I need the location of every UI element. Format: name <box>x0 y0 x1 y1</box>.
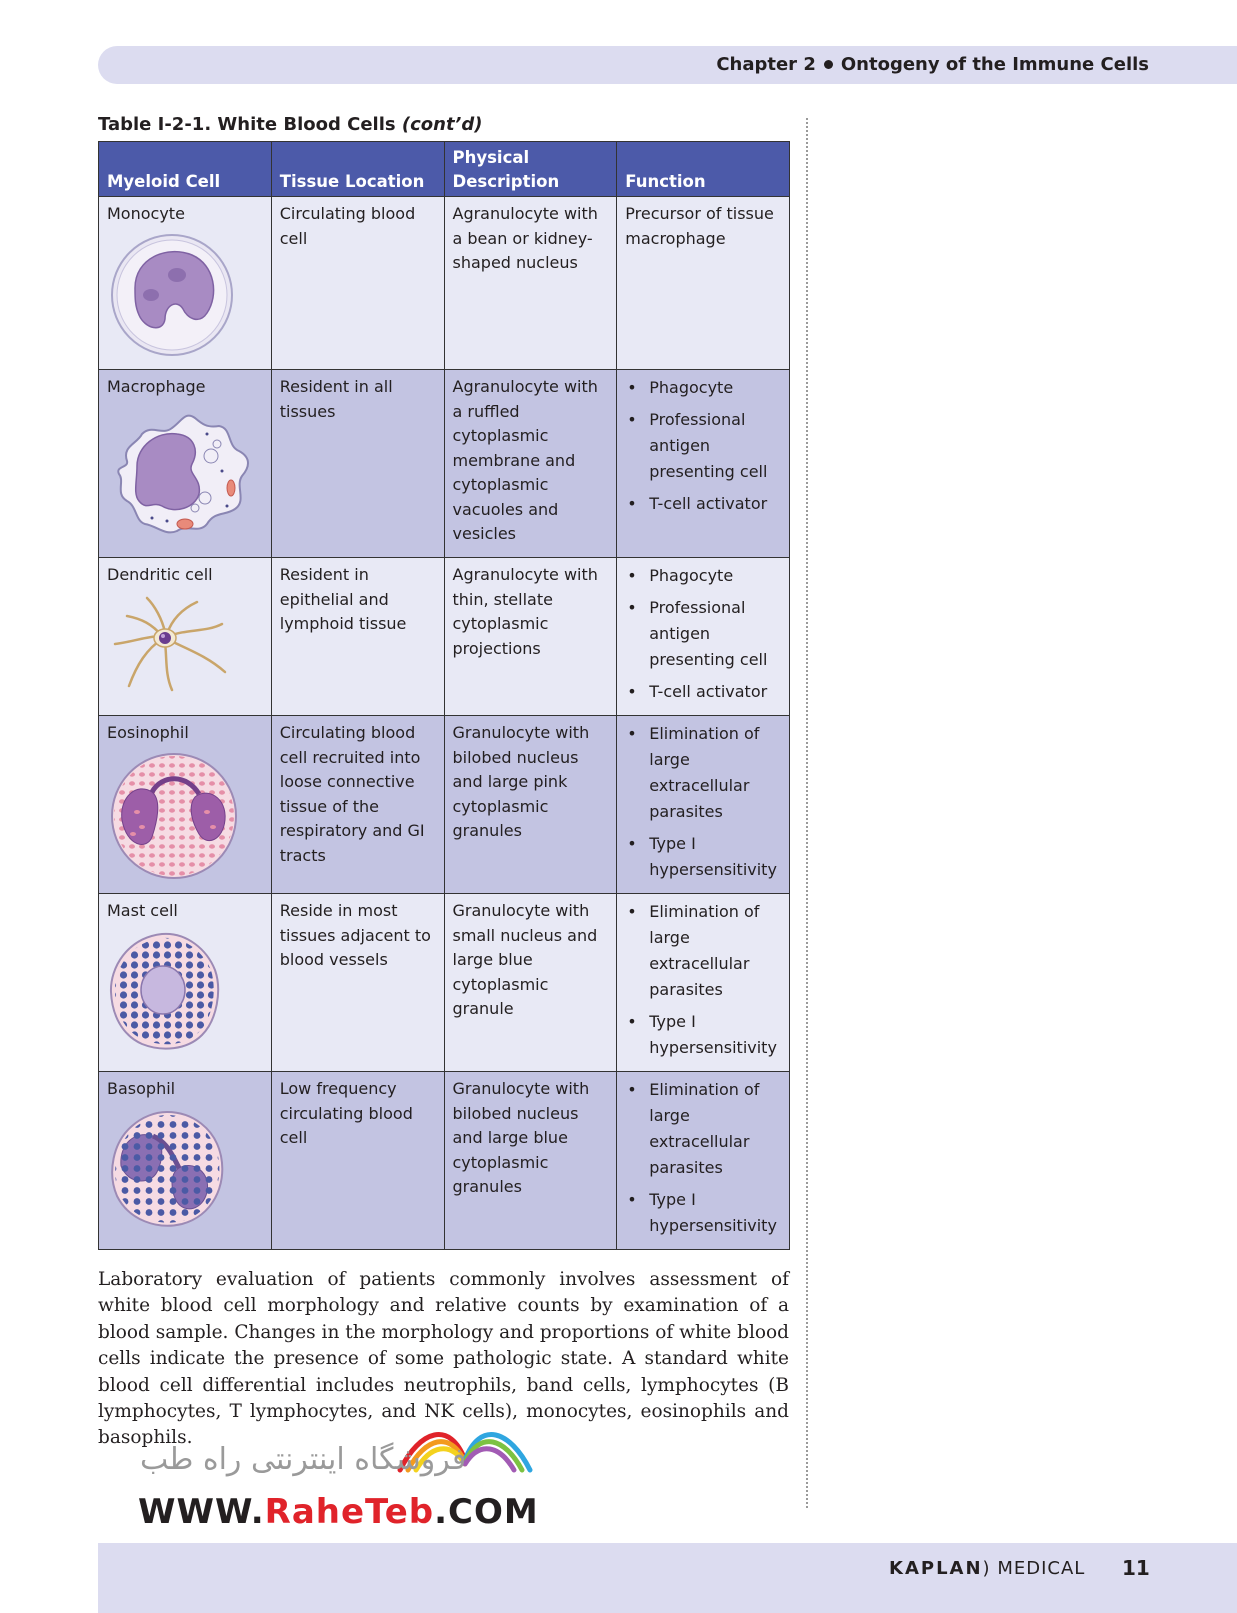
function-cell <box>617 716 790 894</box>
basophil-illustration <box>107 1108 227 1230</box>
eosinophil-illustration <box>107 752 242 880</box>
function-item: • Elimination of large extracellular parasites <box>625 721 781 825</box>
white-blood-cells-table <box>98 141 790 1250</box>
body-paragraph: Laboratory evaluation of patients commonly involves assessment of white blood cell morphology and relative counts by examination of a blood sample. Changes in the morphology and proportions of white blood cells indicate the presence of some pathologic state. A standard white blood cell differential includes neutrophils, band cells, lymphocytes (B lymphocytes, T lymphocytes, and NK cells), monocytes, eosinophils and basophils. <box>98 1269 789 1449</box>
cell-name: Mast cell <box>107 901 178 920</box>
function-cell <box>617 370 790 558</box>
cell-name: Monocyte <box>107 204 185 223</box>
table-row <box>99 558 790 716</box>
table-row <box>99 1072 790 1250</box>
chapter-title: Ontogeny of the Immune Cells <box>840 54 1149 75</box>
column-header: Tissue Location <box>271 142 444 197</box>
function-item: • Type I hypersensitivity <box>625 831 781 883</box>
macrophage-illustration <box>107 406 257 541</box>
function-list <box>625 899 781 1061</box>
function-list <box>625 375 781 517</box>
location-cell: Circulating blood cell recruited into loose connective tissue of the respiratory and GI tracts <box>271 716 444 894</box>
location-cell: Resident in all tissues <box>271 370 444 558</box>
table-row <box>99 716 790 894</box>
function-item: • Type I hypersensitivity <box>625 1009 781 1061</box>
dendritic-cell-illustration <box>107 594 237 694</box>
cell-name-cell <box>99 894 272 1072</box>
table-row <box>99 197 790 370</box>
table-title-text: Table I-2-1. White Blood Cells <box>98 114 396 135</box>
page-number: 11 <box>1122 1556 1150 1580</box>
cell-name-cell <box>99 558 272 716</box>
function-list <box>625 721 781 883</box>
watermark-persian-text: فروشگاه اینترنتی راه طب <box>140 1442 467 1477</box>
function-item: • Phagocyte <box>625 563 781 589</box>
watermark-url-brand: RaheTeb <box>264 1492 435 1532</box>
margin-dotted-rule <box>806 118 808 1508</box>
table-title <box>98 114 483 135</box>
function-item: • Elimination of large extracellular parasites <box>625 1077 781 1181</box>
description-cell: Agranulocyte with a ruffled cytoplasmic membrane and cytoplasmic vacuoles and vesicles <box>444 370 617 558</box>
table-row <box>99 370 790 558</box>
logo-suffix: MEDICAL <box>997 1558 1086 1579</box>
function-item: • T-cell activator <box>625 679 781 705</box>
table-header-row <box>99 142 790 197</box>
watermark-url-suffix: .COM <box>434 1492 539 1532</box>
function-item: • T-cell activator <box>625 491 781 517</box>
location-cell: Resident in epithelial and lymphoid tissue <box>271 558 444 716</box>
watermark-url <box>138 1492 539 1532</box>
function-item: • Phagocyte <box>625 375 781 401</box>
monocyte-illustration <box>107 233 237 358</box>
location-cell: Reside in most tissues adjacent to blood vessels <box>271 894 444 1072</box>
cell-name: Eosinophil <box>107 723 189 742</box>
kaplan-medical-logo <box>889 1558 1085 1579</box>
chapter-label: Chapter 2 <box>716 54 816 75</box>
description-cell: Granulocyte with small nucleus and large blue cytoplasmic granule <box>444 894 617 1072</box>
bullet-dot-icon <box>824 60 833 69</box>
function-cell <box>617 558 790 716</box>
cell-name-cell <box>99 1072 272 1250</box>
function-cell: Precursor of tissue macrophage <box>617 197 790 370</box>
cell-name: Basophil <box>107 1079 176 1098</box>
cell-name-cell <box>99 197 272 370</box>
cell-name: Macrophage <box>107 377 206 396</box>
function-list <box>625 1077 781 1239</box>
table-title-suffix: (cont’d) <box>401 114 483 135</box>
logo-brand: KAPLAN <box>889 1558 983 1579</box>
column-header: Physical Description <box>444 142 617 197</box>
function-item: • Type I hypersensitivity <box>625 1187 781 1239</box>
cell-name-cell <box>99 716 272 894</box>
description-cell: Granulocyte with bilobed nucleus and large blue cytoplasmic granules <box>444 1072 617 1250</box>
description-cell: Agranulocyte with a bean or kidney-shaped nucleus <box>444 197 617 370</box>
function-cell <box>617 1072 790 1250</box>
location-cell: Low frequency circulating blood cell <box>271 1072 444 1250</box>
function-item: • Professional antigen presenting cell <box>625 595 781 673</box>
column-header: Function <box>617 142 790 197</box>
watermark <box>130 1410 539 1532</box>
function-item: • Elimination of large extracellular parasites <box>625 899 781 1003</box>
watermark-url-prefix: WWW. <box>138 1492 265 1532</box>
description-cell: Agranulocyte with thin, stellate cytoplasmic projections <box>444 558 617 716</box>
cell-name-cell <box>99 370 272 558</box>
function-cell <box>617 894 790 1072</box>
mast-cell-illustration <box>107 930 222 1052</box>
running-header <box>716 54 1149 75</box>
location-cell: Circulating blood cell <box>271 197 444 370</box>
function-list <box>625 563 781 705</box>
table-row <box>99 894 790 1072</box>
column-header: Myeloid Cell <box>99 142 272 197</box>
cell-name: Dendritic cell <box>107 565 213 584</box>
description-cell: Granulocyte with bilobed nucleus and large pink cytoplasmic granules <box>444 716 617 894</box>
function-item: • Professional antigen presenting cell <box>625 407 781 485</box>
logo-swoosh-icon: ) <box>982 1558 991 1579</box>
